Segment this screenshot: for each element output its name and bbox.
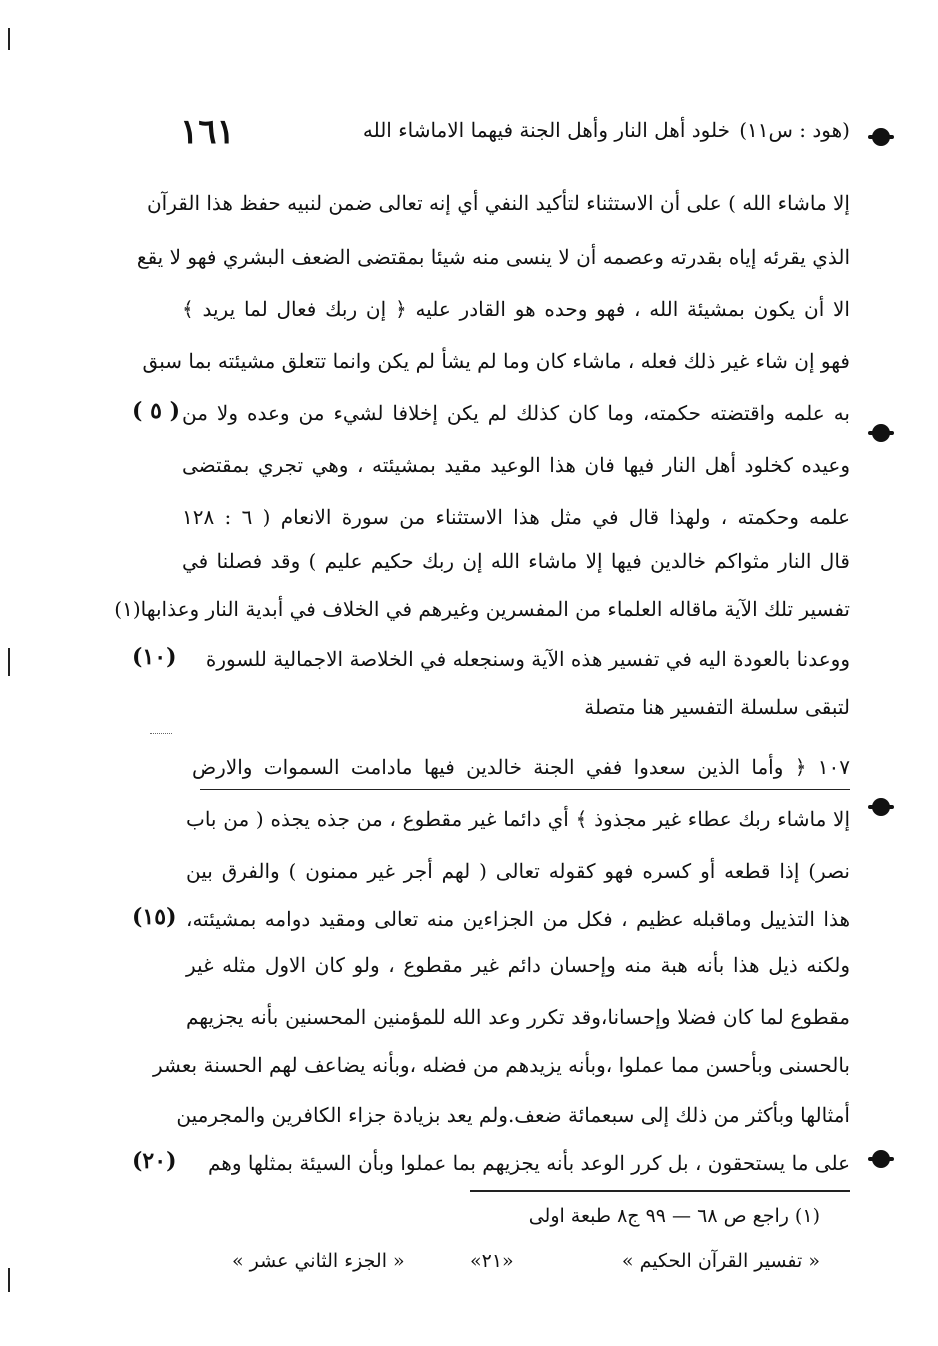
text-line: وعيده كخلود أهل النار فيها فان هذا الوعيد مقيد بمشيئته ، وهي تجري بمقتضى — [182, 453, 850, 477]
verse-underline — [200, 789, 850, 790]
text-line: الا أن يكون بمشيئة الله ، فهو وحده هو القادر عليه ﴿ إن ربك فعال لما يريد ﴾ — [182, 297, 850, 321]
text-line: ووعدنا بالعودة اليه في تفسير هذه الآية وسنجعله في الخلاصة الاجمالية للسورة — [205, 647, 850, 671]
text-line: قال النار مثواكم خالدين فيها إلا ماشاء الله إن ربك حكيم عليم ) وقد فصلنا في — [182, 549, 850, 573]
stray-mark — [150, 733, 172, 736]
line-number: (٢٠) — [132, 1148, 177, 1174]
text-line: لتبقى سلسلة التفسير هنا متصلة — [584, 695, 850, 719]
punch-hole — [872, 424, 890, 442]
text-line: أمثالها وبأكثر من ذلك إلى سبعمائة ضعف.ولم يعد بزيادة جزاء الكافرين والمجرمين — [176, 1103, 850, 1127]
text-line: بالحسنى وبأحسن مما عملوا ،وبأنه يزيدهم من فضله ،وبأنه يضاعف لهم الحسنة بعشر — [153, 1053, 850, 1077]
text-line: إلا ماشاء الله ) على أن الاستثناء لتأكيد النفي أي إنه تعالى ضمن لنبيه حفظ هذا القرآن — [146, 191, 850, 215]
text-line: تفسير تلك الآية ماقاله العلماء من المفسرين وغيرهم في الخلاف في أبدية النار وعذابها(١) — [114, 597, 850, 621]
footnote: (١) راجع ص ٦٨ — ٩٩ ج٨ طبعة اولى — [528, 1205, 820, 1227]
footnote-rule — [470, 1190, 850, 1192]
binding-mark — [8, 1268, 10, 1292]
footer-part: « الجزء الثاني عشر » — [232, 1250, 405, 1272]
text-line: إلا ماشاء ربك عطاء غير مجذوذ ﴾ أي دائما غير مقطوع ، من جذه يجذه ( من باب — [186, 807, 850, 831]
footer-sheet-number: «٢١» — [470, 1250, 514, 1272]
line-number: (١٠) — [132, 644, 177, 670]
text-line: علمه وحكمته ، ولهذا قال في مثل هذا الاستثناء من سورة الانعام ( ٦ : ١٢٨ — [182, 505, 851, 529]
binding-mark — [8, 648, 10, 676]
punch-hole — [872, 128, 890, 146]
running-head-title: خلود أهل النار وأهل الجنة فيهما الاماشاء الله — [362, 118, 730, 142]
text-line: على ما يستحقون ، بل كرر الوعد بأنه يجزيهم بما عملوا وبأن السيئة بمثلها وهم — [207, 1151, 850, 1175]
text-line: هذا التذييل وماقبله عظيم ، فكل من الجزاءين منه تعالى ومقيد دوامه بمشيئته، — [186, 907, 850, 931]
line-number: (١٥) — [132, 904, 177, 930]
line-number: ( ٥ ) — [132, 398, 180, 424]
text-line: فهو إن شاء غير ذلك فعله ، ماشاء كان وما لم يشأ لم يكن وانما تتعلق مشيئته بما سبق — [142, 349, 850, 373]
binding-mark — [8, 28, 10, 50]
punch-hole — [872, 798, 890, 816]
text-line: الذي يقرئه إياه بقدرته وعصمه أن لا ينسى منه شيئا بمقتضى الضعف البشري فهو لا يقع — [136, 245, 850, 269]
running-head — [180, 112, 850, 154]
punch-hole — [872, 1150, 890, 1168]
text-line: ولكنه ذيل هذا بأنه هبة منه وإحسان دائم غير مقطوع ، ولو كان الاول مثله غير — [186, 953, 850, 977]
text-line: نصر) إذا قطعه أو كسره فهو كقوله تعالى ( لهم أجر غير ممنون ) والفرق بين — [186, 859, 850, 883]
surah-reference: (هود : س١١) — [739, 118, 850, 142]
page-number: ١٦١ — [180, 112, 235, 152]
verse-line: ١٠٧ ﴿ وأما الذين سعدوا ففي الجنة خالدين فيها مادامت السموات والارض — [192, 755, 850, 779]
text-line: به علمه واقتضته حكمته، وما كان كذلك لم يكن إخلافا لشيء من وعده ولا من — [182, 401, 850, 425]
footer-book-title: « تفسير القرآن الحكيم » — [621, 1250, 820, 1272]
text-line: مقطوع لما كان فضلا وإحسانا،وقد تكرر وعد الله للمؤمنين المحسنين بأنه يجزيهم — [186, 1005, 850, 1029]
